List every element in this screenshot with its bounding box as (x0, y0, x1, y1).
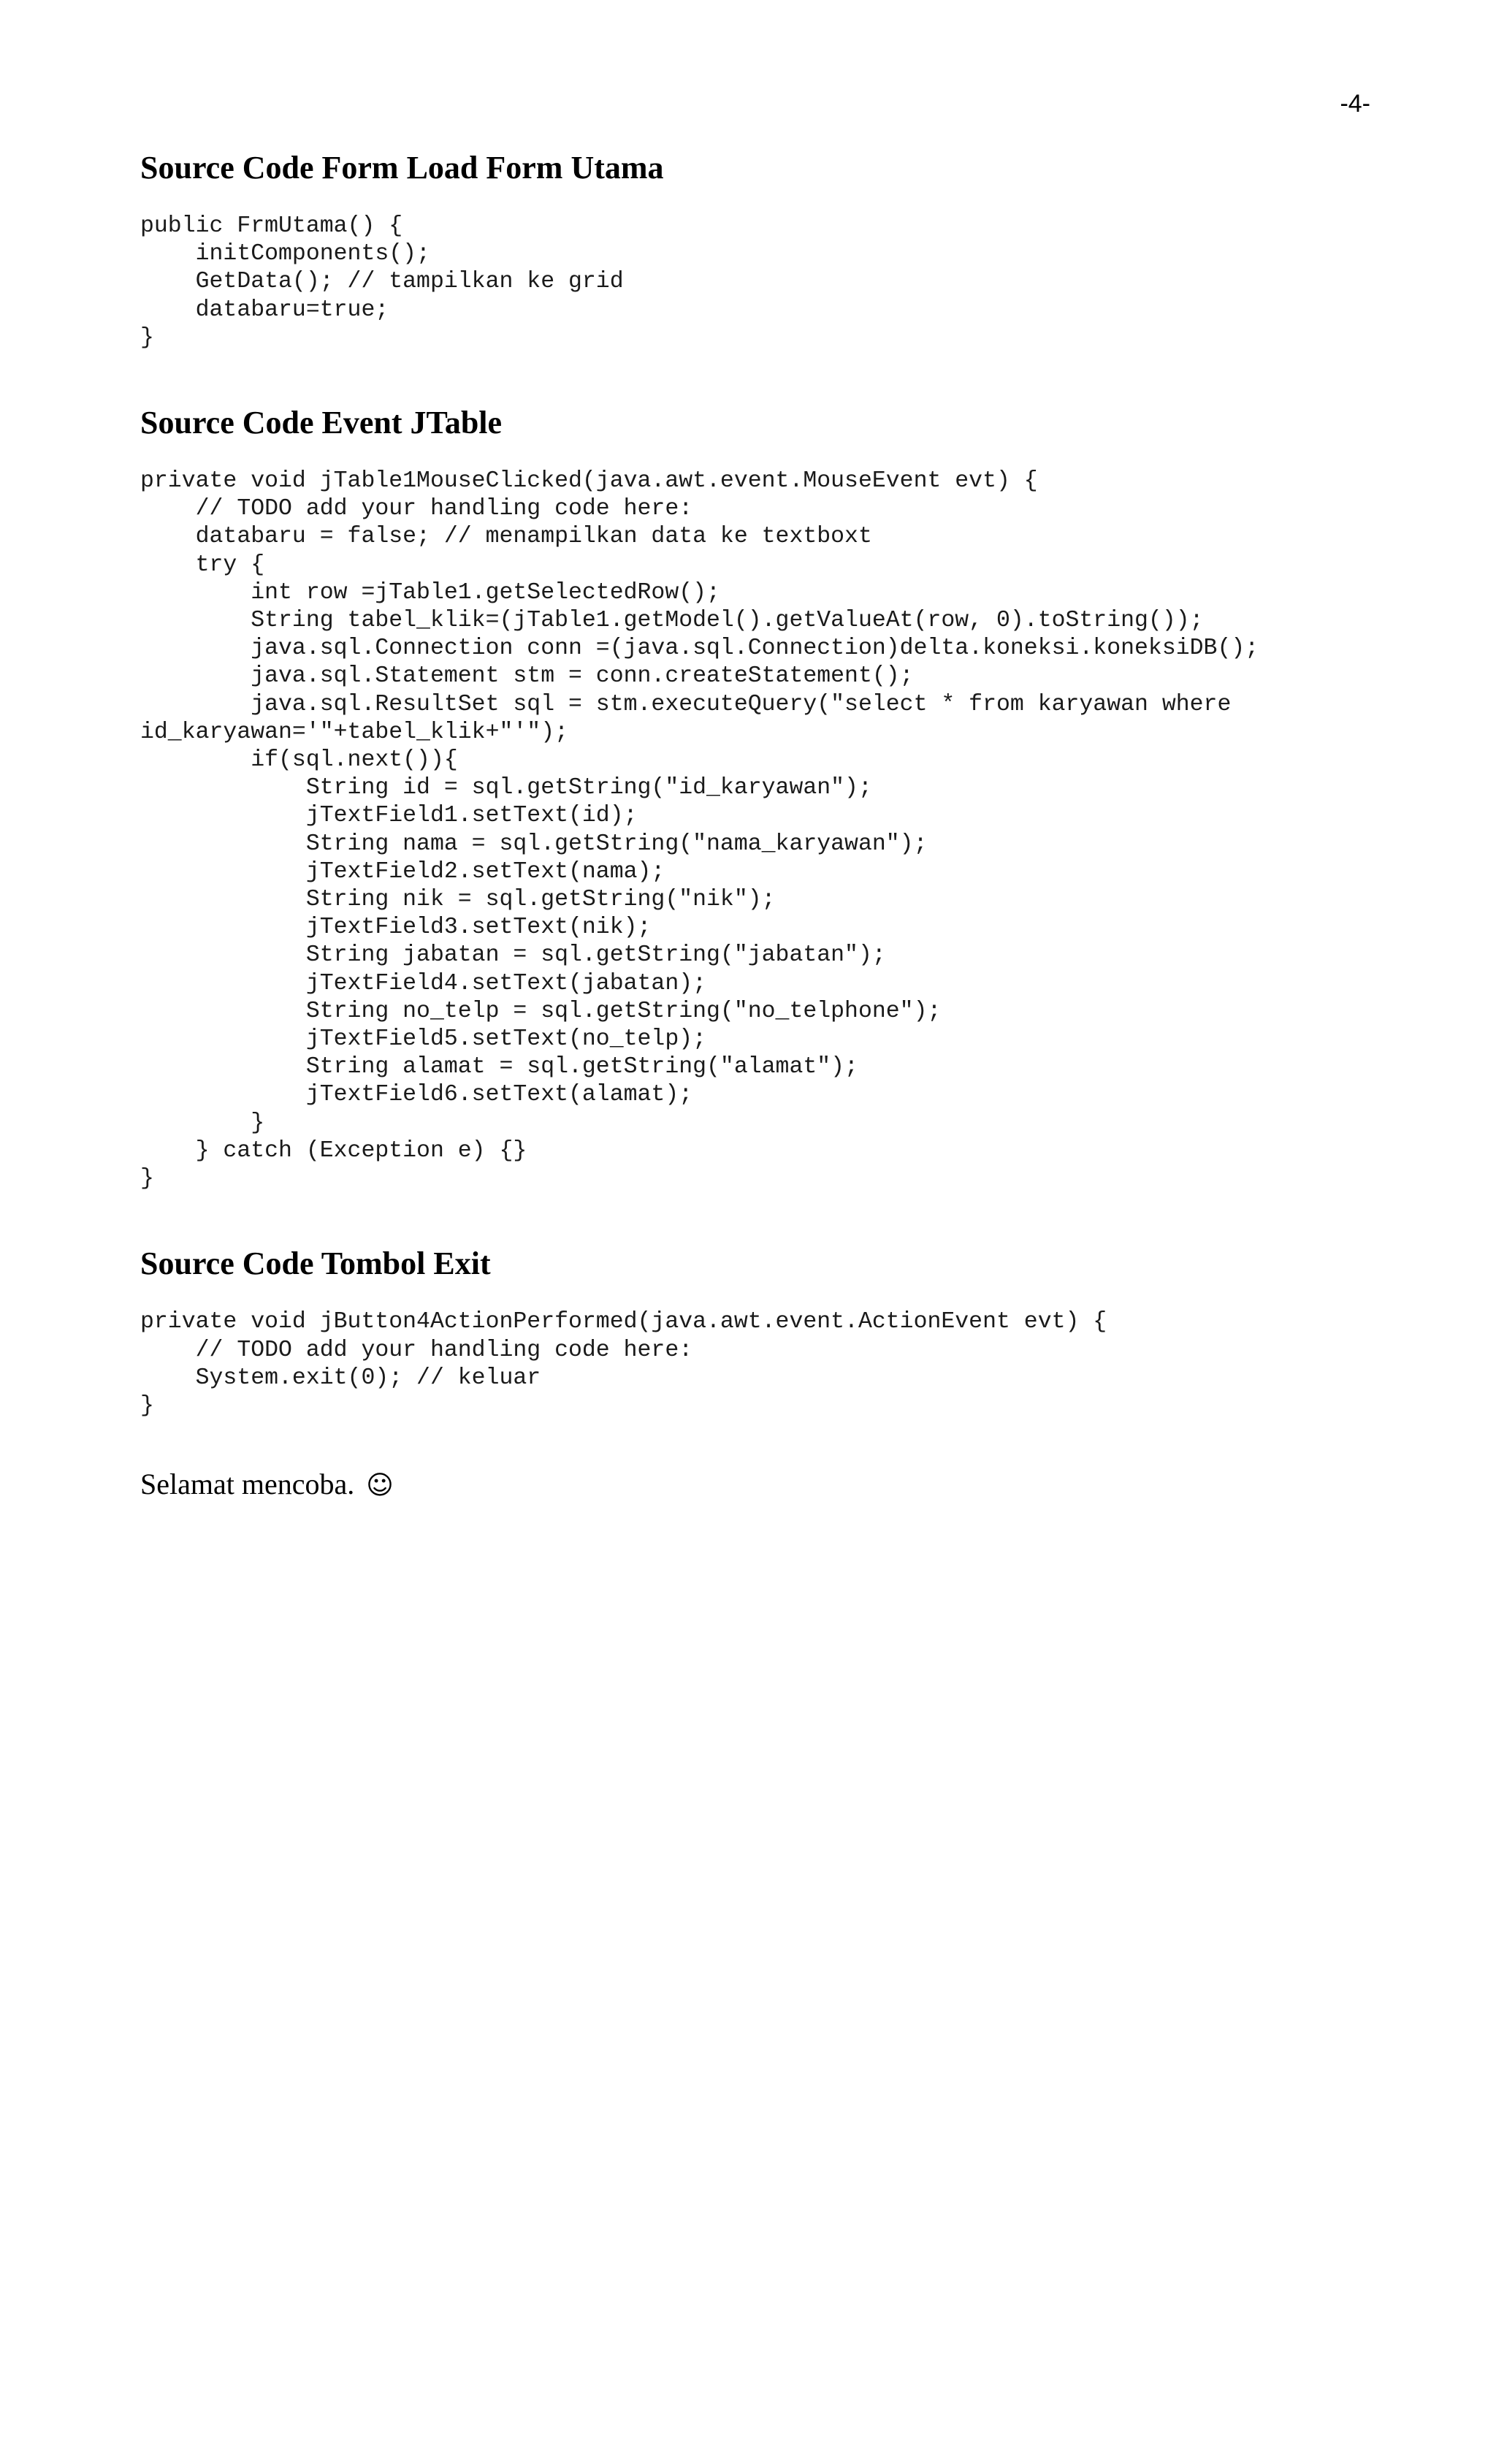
section-tombol-exit (140, 1246, 1382, 1420)
closing-line (140, 1467, 1382, 1503)
section-heading: Source Code Event JTable (140, 405, 503, 441)
section-heading: Source Code Form Load Form Utama (140, 150, 664, 186)
document-body (140, 150, 1382, 1503)
section-heading: Source Code Tombol Exit (140, 1246, 491, 1282)
code-block: private void jButton4ActionPerformed(java.awt.event.ActionEvent evt) { // TODO add your handling code here: System.exit(0); // keluar } (140, 1309, 1107, 1419)
page-number: -4- (1340, 90, 1370, 118)
section-form-load (140, 150, 1382, 352)
code-block: public FrmUtama() { initComponents(); GetData(); // tampilkan ke grid databaru=true; } (140, 213, 624, 351)
section-event-jtable (140, 405, 1382, 1193)
code-block: private void jTable1MouseClicked(java.awt.event.MouseEvent evt) { // TODO add your handling code here: databaru = false; // menampilkan data ke textboxt try { int row =jTable1.getSelectedRow(); String tabel_klik=(jTable1.getModel().getValueAt(row, 0).toString()); java.sql.Connection conn =(java.sql.Connection)delta.koneksi.koneksiDB(); java.sql.Statement stm = conn.createStatement(); java.sql.ResultSet sql = stm.executeQuery("select * from karyawan where id_karyawan='"+tabel_klik+"'"); if(sql.next()){ String id = sql.getString("id_karyawan"); jTextField1.setText(id); String nama = sql.getString("nama_karyawan"); jTextField2.setText(nama); String nik = sql.getString("nik"); jTextField3.setText(nik); String jabatan = sql.getString("jabatan"); jTextField4.setText(jabatan); String no_telp = sql.getString("no_telphone"); jTextField5.setText(no_telp); String alamat = sql.getString("alamat"); jTextField6.setText(alamat); } } catch (Exception e) {} } (140, 468, 1259, 1192)
closing-text: Selamat mencoba. (140, 1468, 355, 1501)
smiley-icon: ☺ (366, 1471, 394, 1501)
